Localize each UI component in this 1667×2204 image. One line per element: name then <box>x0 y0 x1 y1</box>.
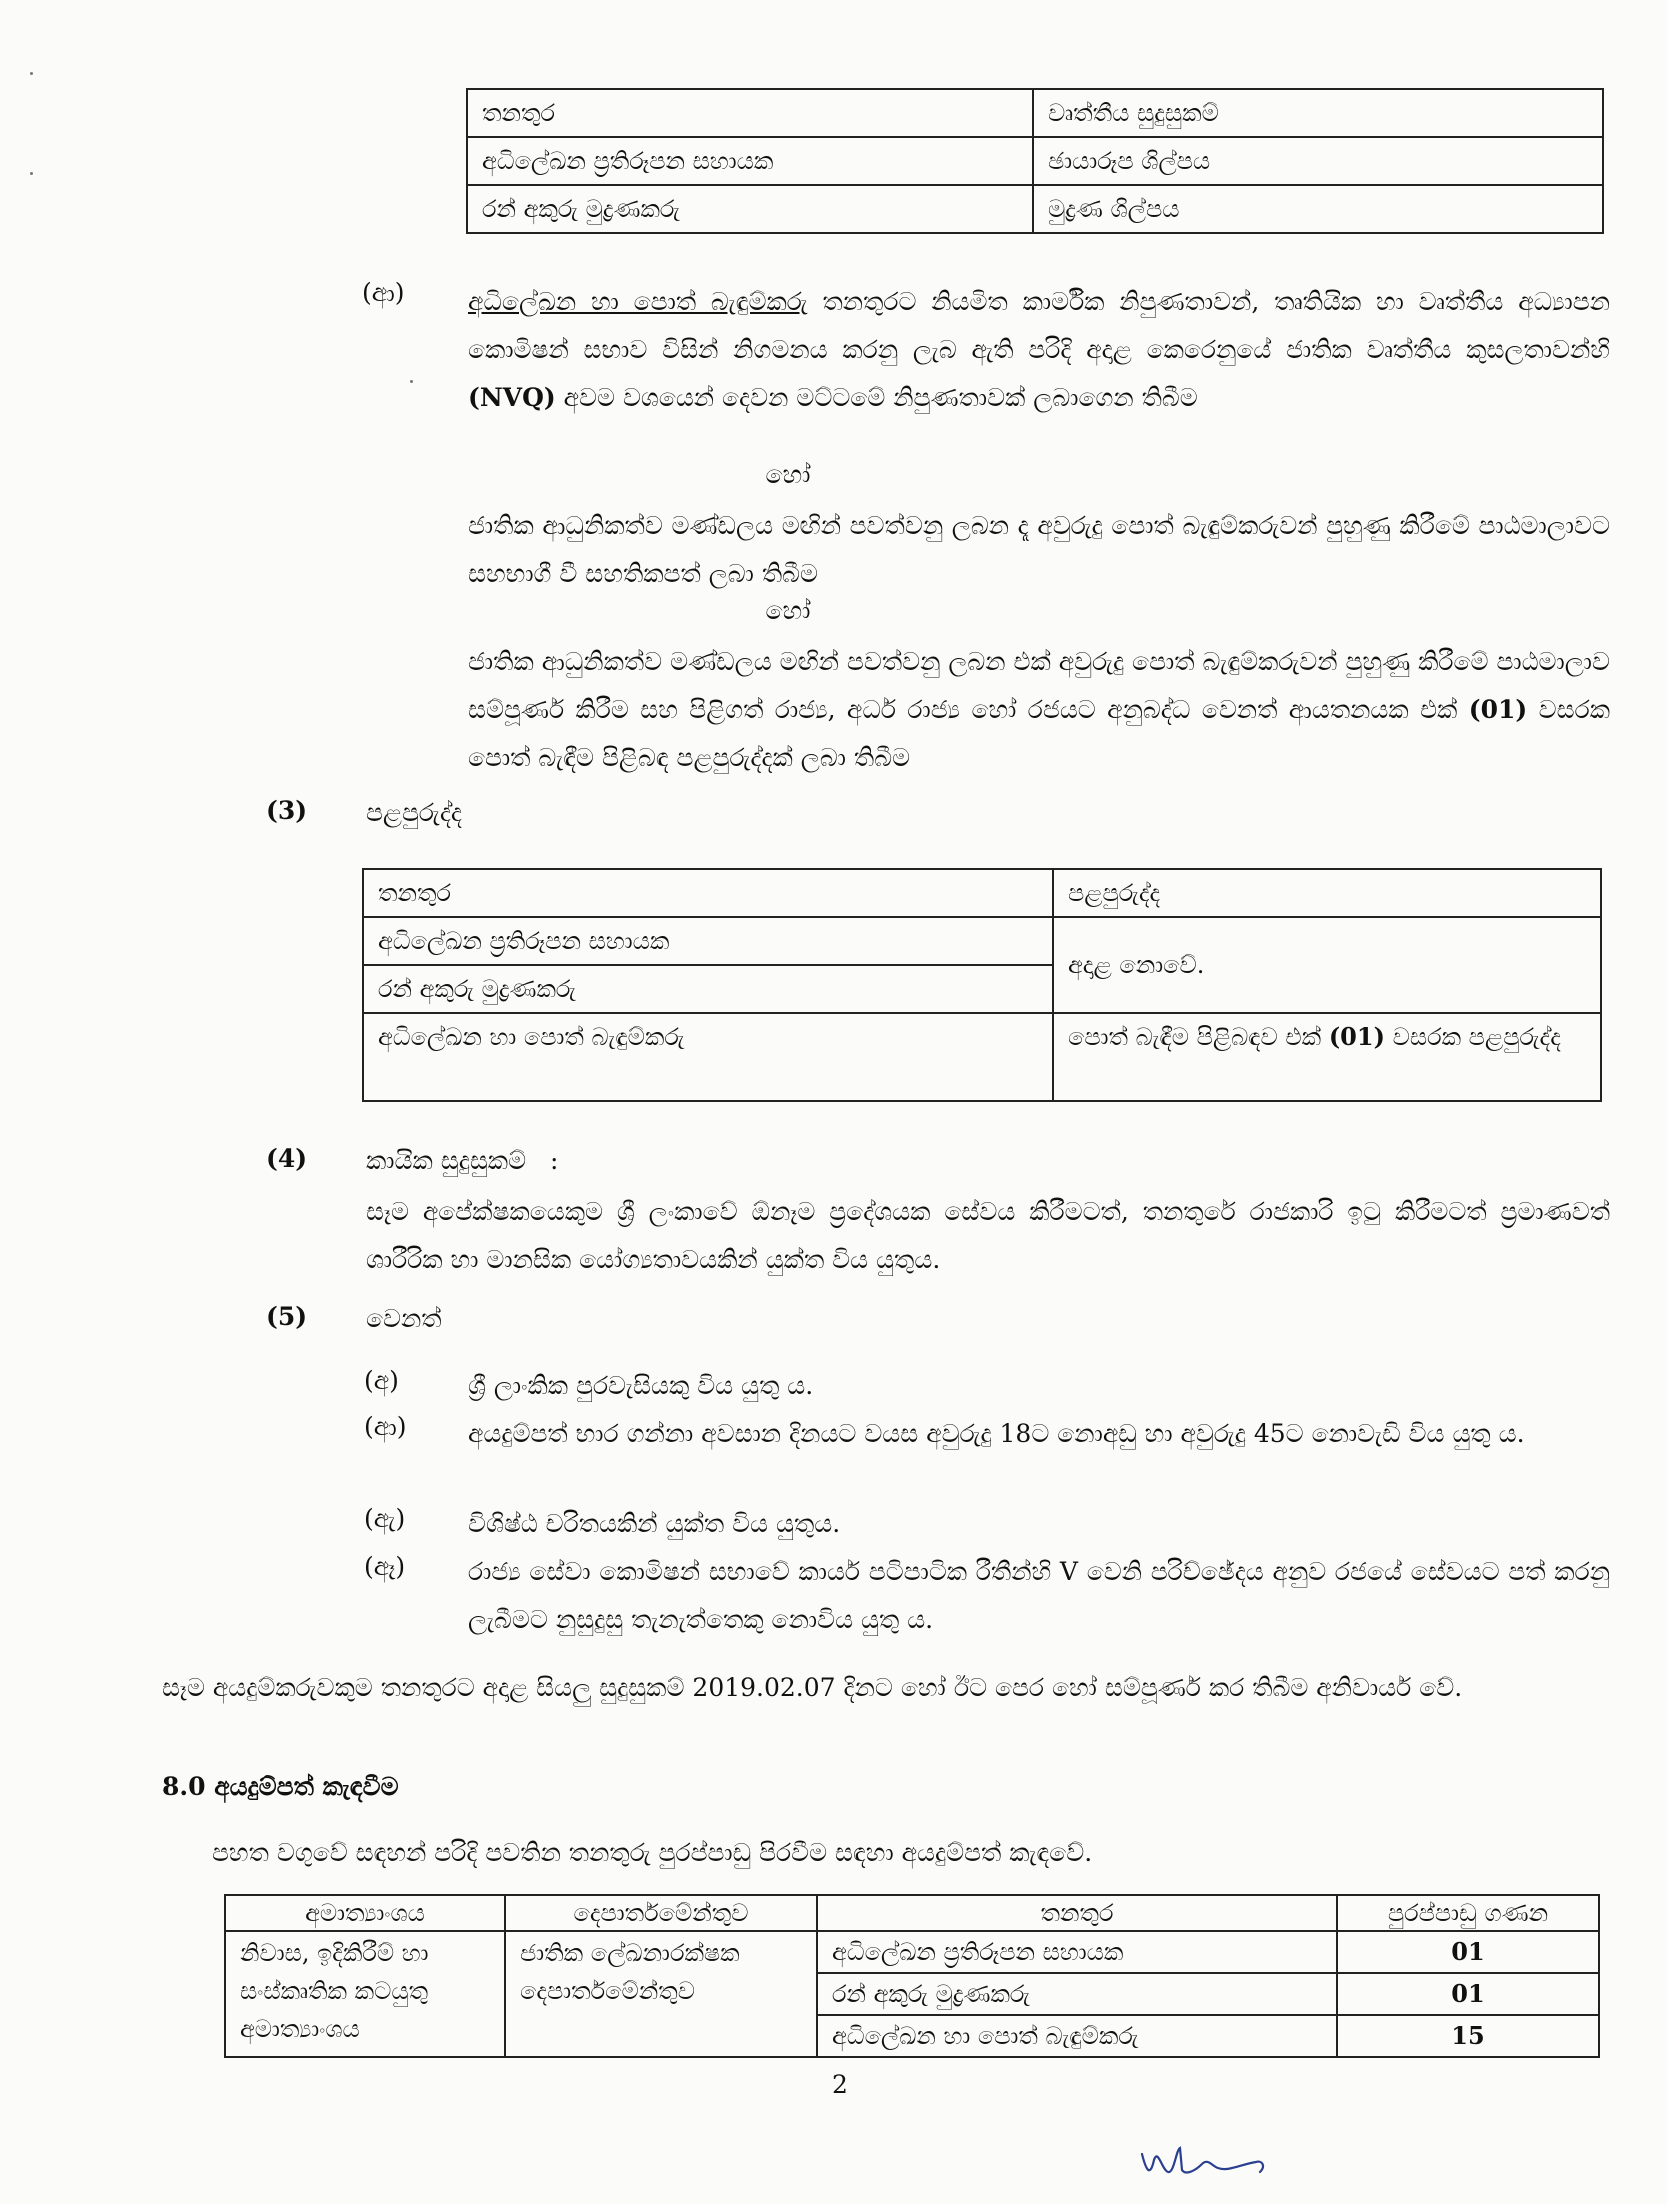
heading-text: කායික සුදුසුකම් <box>366 1146 527 1175</box>
or-separator: හෝ <box>765 596 811 625</box>
table-header-cell: දෙපාර්තමේන්තුව <box>505 1895 817 1931</box>
table-header-cell: පුරප්පාඩු ගණන <box>1337 1895 1599 1931</box>
paragraph-text: තනතුරට නියමිත කාර්මික නිපුණතාවන්, තෘතියික හා වෘත්තීය අධ්‍යාපන කොමිෂන් සභාව විසින් නිගමනය කරනු ලැබ ඇති පරිදි අදාළ කෙරෙනුයේ ජාතික වෘත්තීය කුසලතාවන්හි <box>468 287 1610 364</box>
table-row <box>363 1013 1601 1101</box>
table-header-cell: අමාත්‍යාංශය <box>225 1895 505 1931</box>
table-header-cell: තනතුර <box>817 1895 1337 1931</box>
post-name-underlined: අධිලේඛන හා පොත් බැඳුම්කරු <box>468 287 808 316</box>
table-cell: අධිලේඛන ප්‍රතිරූපන සහායක <box>817 1931 1337 1973</box>
table-cell: අධිලේඛන හා පොත් බැඳුම්කරු <box>363 1013 1053 1101</box>
section8-intro: පහත වගුවේ සඳහන් පරිදි පවතින තනතුරු පුරප්පාඩු පිරවීම සඳහා අයදුම්පත් කැඳවේ. <box>212 1838 1093 1867</box>
heading-colon: : <box>550 1146 559 1175</box>
table-cell: මුද්‍රණ ශිල්පය <box>1033 185 1603 233</box>
table-header-cell: වෘත්තීය සුදුසුකම් <box>1033 89 1603 137</box>
paragraph-text: අවම වශයෙන් දෙවන මට්ටමේ නිපුණතාවක් ලබාගෙන තිබීම <box>563 383 1198 412</box>
section-heading: වෙනත් <box>366 1304 442 1333</box>
table-row <box>225 1931 1599 1973</box>
department-cell: ජාතික ලේඛනාරක්ෂක දෙපාර්තමේන්තුව <box>505 1931 817 2057</box>
table-row <box>363 869 1601 917</box>
list-item: රාජ්‍ය සේවා කොමිෂන් සභාවේ කාර්ය පටිපාටික රීතීන්හි V වෙනි පරිච්ඡේදය අනුව රජයේ සේවයට පත් කරනු ලැබීමට නුසුදුසු තැනැත්තෙකු නොවිය යුතු ය. <box>468 1557 1610 1634</box>
paragraph-text: වසරක පොත් බැඳීම පිළිබඳ පළපුරුද්දක් ලබා තිබීම <box>468 695 1611 772</box>
table-header-cell: පළපුරුද්ද <box>1053 869 1601 917</box>
table-cell <box>1053 1013 1601 1101</box>
item-aa-paragraph-2: ජාතික ආධුනිකත්ව මණ්ඩලය මඟින් පවත්වනු ලබන දෑ අවුරුදු පොත් බැඳුම්කරුවන් පුහුණු කිරීමේ පාඨමාලාවට සහභාගී වී සහතිකපත් ලබා තිබීම <box>468 511 1610 588</box>
experience-table <box>362 868 1602 1102</box>
section-number: (4) <box>266 1144 308 1173</box>
table-row <box>467 89 1603 137</box>
professional-qualifications-table <box>466 88 1604 234</box>
section-heading <box>366 1146 558 1176</box>
table-cell: ඡායාරූප ශිල්පය <box>1033 137 1603 185</box>
table-row <box>467 137 1603 185</box>
scan-speck <box>410 380 413 383</box>
item-marker: (ඈ) <box>364 1552 406 1581</box>
table-cell: අධිලේඛන ප්‍රතිරූපන සහායක <box>467 137 1033 185</box>
table-header-cell: තනතුර <box>363 869 1053 917</box>
cell-text: වසරක පළපුරුද්ද <box>1392 1023 1561 1051</box>
table-cell: අධිලේඛන ප්‍රතිරූපන සහායක <box>363 917 1053 965</box>
nvq-label: (NVQ) <box>468 383 556 412</box>
section-heading: 8.0 අයදුම්පත් කැඳවීම <box>162 1772 399 1801</box>
section-heading: පළපුරුද්ද <box>366 798 463 827</box>
item-marker: (ආ) <box>362 278 405 307</box>
section-number: (3) <box>266 796 308 825</box>
list-item: විශිෂ්ඨ චරිතයකින් යුක්ත විය යුතුය. <box>468 1509 841 1538</box>
handwritten-initials <box>1136 2140 1276 2188</box>
page-number: 2 <box>832 2070 848 2099</box>
deadline-note: සෑම අයදුම්කරුවකුම තනතුරට අදාළ සියලු සුදුසුකම් 2019.02.07 දිනට හෝ ඊට පෙර හෝ සම්පූර්ණ කර තිබීම අනිවාර්ය වේ. <box>162 1673 1463 1702</box>
paragraph-text: ජාතික ආධුනිකත්ව මණ්ඩලය මඟින් පවත්වනු ලබන එක් අවුරුදු පොත් බැඳුම්කරුවන් පුහුණු කිරීමේ පාඨමාලාව සම්පූර්ණ කිරීම සහ පිළිගත් රාජ්‍ය, අර්ධ රාජ්‍ය හෝ රජයට අනුබද්ධ වෙනත් ආයතනයක එක් <box>468 647 1610 724</box>
table-header-cell: තනතුර <box>467 89 1033 137</box>
item-marker: (ආ) <box>364 1412 407 1441</box>
table-cell-merged: අදාළ නොවේ. <box>1053 917 1601 1013</box>
scan-speck <box>30 72 33 75</box>
list-item: අයදුම්පත් භාර ගන්නා අවසාන දිනයට වයස අවුරුදු 18ට නොඅඩු හා අවුරුදු 45ට නොවැඩි විය යුතු ය. <box>468 1419 1525 1448</box>
cell-text: පොත් බැඳීම පිළිබඳව එක් <box>1068 1023 1322 1051</box>
item-marker: (ඇ) <box>364 1504 406 1533</box>
table-row <box>363 917 1601 965</box>
table-cell: අධිලේඛන හා පොත් බැඳුම්කරු <box>817 2015 1337 2057</box>
or-separator: හෝ <box>765 460 811 489</box>
list-item: ශ්‍රී ලාංකික පුරවැසියකු විය යුතු ය. <box>468 1371 814 1400</box>
ministry-cell: නිවාස, ඉදිකිරීම් හා සංස්කෘතික කටයුතු අමාත්‍යාංශය <box>225 1931 505 2057</box>
item-marker: (අ) <box>364 1366 399 1395</box>
table-cell: රන් අකුරු මුද්‍රණකරු <box>363 965 1053 1013</box>
vacancy-count: 01 <box>1337 1931 1599 1973</box>
vacancies-table <box>224 1894 1600 2058</box>
table-row <box>467 185 1603 233</box>
table-row <box>225 1895 1599 1931</box>
number-label: (01) <box>1468 695 1528 724</box>
table-cell: රන් අකුරු මුද්‍රණකරු <box>467 185 1033 233</box>
item-aa-paragraph-1 <box>468 278 1610 422</box>
section4-body: සෑම අපේක්ෂකයෙකුම ශ්‍රී ලංකාවේ ඕනෑම ප්‍රදේශයක සේවය කිරීමටත්, තනතුරේ රාජකාරි ඉටු කිරීමටත් ප්‍රමාණවත් ශාරීරික හා මානසික යෝග්‍යතාවයකින් යුක්ත විය යුතුය. <box>366 1197 1610 1274</box>
section-number: (5) <box>266 1302 308 1331</box>
number-label: (01) <box>1328 1022 1385 1051</box>
vacancy-count: 15 <box>1337 2015 1599 2057</box>
table-cell: රන් අකුරු මුද්‍රණකරු <box>817 1973 1337 2015</box>
item-aa-paragraph-3 <box>468 638 1610 782</box>
vacancy-count: 01 <box>1337 1973 1599 2015</box>
scan-speck <box>30 172 33 175</box>
